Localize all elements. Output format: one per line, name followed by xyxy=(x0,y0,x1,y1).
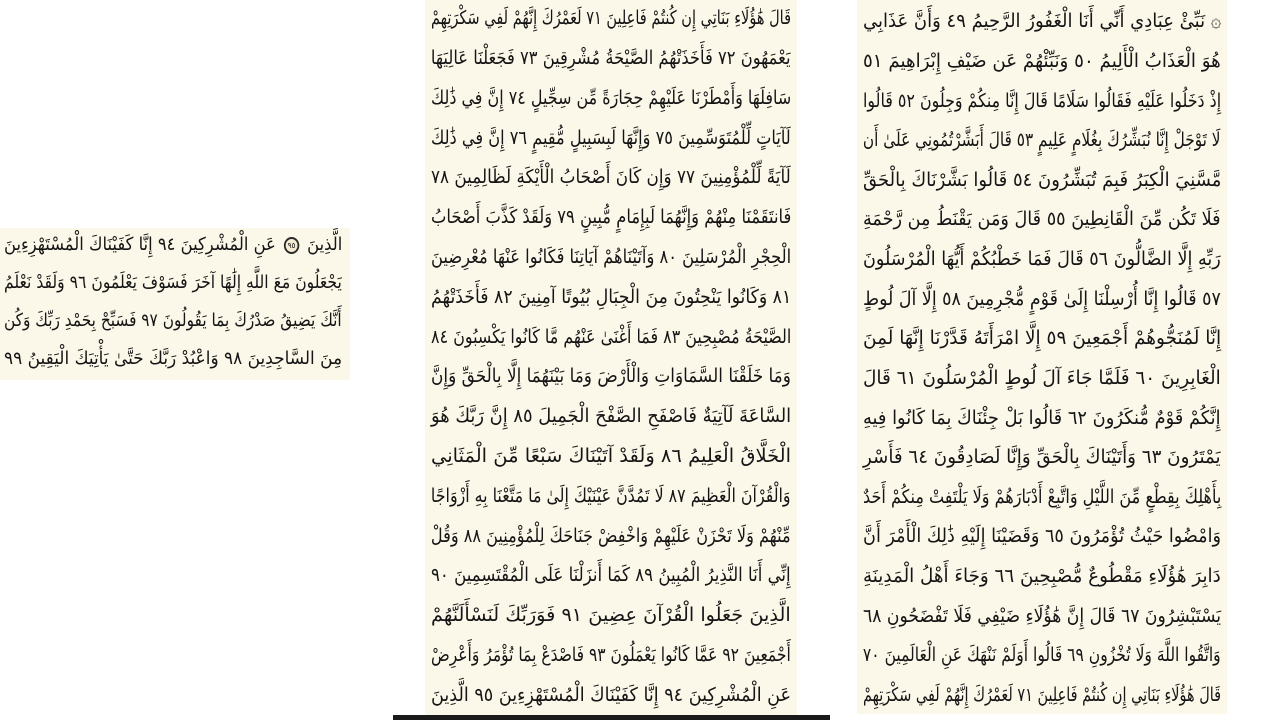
page-line: السَّاعَةَ لَآتِيَةٌ فَاصْفَحِ الصَّفْحَ الْجَمِيلَ ٨٥ إِنَّ رَبَّكَ هُوَ xyxy=(430,405,791,427)
page-line: يَسْتَبْشِرُونَ ٦٧ قَالَ إِنَّ هَٰؤُلَاءِ ضَيْفِي فَلَا تَفْضَحُونِ ٦٨ xyxy=(862,605,1221,627)
page-line: هُوَ الْعَذَابُ الْأَلِيمُ ٥٠ وَنَبِّئْهُمْ عَن ضَيْفِ إِبْرَاهِيمَ ٥١ xyxy=(863,50,1221,72)
line-text: عَنِ الْمُشْرِكِينَ ٩٤ إِنَّا كَفَيْنَاكَ الْمُسْتَهْزِءِينَ xyxy=(3,234,276,255)
page-line: قَالَ هَٰؤُلَاءِ بَنَاتِي إِن كُنتُمْ فَاعِلِينَ ٧١ لَعَمْرُكَ إِنَّهُمْ لَفِي سَكْرَتِهِمْ xyxy=(862,684,1221,706)
page-line: الصَّيْحَةُ مُصْبِحِينَ ٨٣ فَمَا أَغْنَىٰ عَنْهُم مَّا كَانُوا يَكْسِبُونَ ٨٤ xyxy=(430,326,791,348)
page-line: يَجْعَلُونَ مَعَ اللَّهِ إِلَٰهًا آخَرَ فَسَوْفَ يَعْلَمُونَ ٩٦ وَلَقَدْ نَعْلَمُ xyxy=(4,272,342,293)
page-line: ٨١ وَكَانُوا يَنْحِتُونَ مِنَ الْجِبَالِ بُيُوتًا آمِنِينَ ٨٢ فَأَخَذَتْهُمُ xyxy=(430,286,791,308)
page-line: فَانتَقَمْنَا مِنْهُمْ وَإِنَّهُمَا لَبِإِمَامٍ مُّبِينٍ ٧٩ وَلَقَدْ كَذَّبَ أَصْحَابُ xyxy=(430,206,791,228)
page-line: رَبِّهِ إِلَّا الضَّالُّونَ ٥٦ قَالَ فَمَا خَطْبُكُمْ أَيُّهَا الْمُرْسَلُونَ xyxy=(863,248,1221,270)
page-line: إِنَّكُمْ قَوْمٌ مُّنكَرُونَ ٦٢ قَالُوا بَلْ جِئْنَاكَ بِمَا كَانُوا فِيهِ xyxy=(863,407,1221,429)
page-line: سَافِلَهَا وَأَمْطَرْنَا عَلَيْهِمْ حِجَارَةً مِّن سِجِّيلٍ ٧٤ إِنَّ فِي ذَٰلِكَ xyxy=(430,87,791,109)
page-line: الْخَلَّاقُ الْعَلِيمُ ٨٦ وَلَقَدْ آتَيْنَاكَ سَبْعًا مِّنَ الْمَثَانِي xyxy=(430,445,791,467)
page-line: لَآيَةً لِّلْمُؤْمِنِينَ ٧٧ وَإِن كَانَ أَصْحَابُ الْأَيْكَةِ لَظَالِمِينَ ٧٨ xyxy=(431,166,791,188)
page-line: يَعْمَهُونَ ٧٢ فَأَخَذَتْهُمُ الصَّيْحَةُ مُشْرِقِينَ ٧٣ فَجَعَلْنَا عَالِيَهَا xyxy=(431,47,791,69)
page-line: مَّسَّنِيَ الْكِبَرُ فَبِمَ تُبَشِّرُونَ ٥٤ قَالُوا بَشَّرْنَاكَ بِالْحَقِّ xyxy=(862,169,1221,191)
page-line: إِذْ دَخَلُوا عَلَيْهِ فَقَالُوا سَلَامًا قَالَ إِنَّا مِنكُمْ وَجِلُونَ ٥٢ قَالُوا xyxy=(862,90,1221,112)
page-line: الَّذِينَ جَعَلُوا الْقُرْآنَ عِضِينَ ٩١ فَوَرَبِّكَ لَنَسْأَلَنَّهُمْ xyxy=(431,604,791,626)
page-line: مِّنْهُمْ وَلَا تَحْزَنْ عَلَيْهِمْ وَاخْفِضْ جَنَاحَكَ لِلْمُؤْمِنِينَ ٨٨ وَقُلْ xyxy=(431,525,791,547)
quran-page-left xyxy=(0,228,350,380)
quran-page-right xyxy=(857,0,1227,714)
page-line: عَنِ الْمُشْرِكِينَ ٩٤ إِنَّا كَفَيْنَاكَ الْمُسْتَهْزِءِينَ ٩٥ الَّذِينَ xyxy=(430,684,791,706)
page-line: دَابِرَ هَٰؤُلَاءِ مَقْطُوعٌ مُّصْبِحِينَ ٦٦ وَجَاءَ أَهْلُ الْمَدِينَةِ xyxy=(863,565,1221,587)
page-line: لَآيَاتٍ لِّلْمُتَوَسِّمِينَ ٧٥ وَإِنَّهَا لَبِسَبِيلٍ مُّقِيمٍ ٧٦ إِنَّ فِي ذَٰلِكَ xyxy=(431,127,791,149)
page-line: يَمْتَرُونَ ٦٣ وَأَتَيْنَاكَ بِالْحَقِّ وَإِنَّا لَصَادِقُونَ ٦٤ فَأَسْرِ xyxy=(863,446,1221,468)
page-line xyxy=(4,230,342,260)
video-seek-bar[interactable] xyxy=(393,715,830,720)
page-line: لَا تَوْجَلْ إِنَّا نُبَشِّرُكَ بِغُلَامٍ عَلِيمٍ ٥٣ قَالَ أَبَشَّرْتُمُونِي عَلَىٰ أَن xyxy=(863,129,1221,151)
page-line: قَالَ هَٰؤُلَاءِ بَنَاتِي إِن كُنتُمْ فَاعِلِينَ ٧١ لَعَمْرُكَ إِنَّهُمْ لَفِي سَكْرَتِهِمْ xyxy=(430,7,791,29)
page-line: أَنَّكَ يَضِيقُ صَدْرُكَ بِمَا يَقُولُونَ ٩٧ فَسَبِّحْ بِحَمْدِ رَبِّكَ وَكُن xyxy=(4,310,342,331)
page-line: ٥٧ قَالُوا إِنَّا أُرْسِلْنَا إِلَىٰ قَوْمٍ مُّجْرِمِينَ ٥٨ إِلَّا آلَ لُوطٍ xyxy=(863,288,1221,310)
page-line: أَجْمَعِينَ ٩٢ عَمَّا كَانُوا يَعْمَلُونَ ٩٣ فَاصْدَعْ بِمَا تُؤْمَرُ وَأَعْرِضْ xyxy=(431,644,791,666)
page-line: إِنَّا لَمُنَجُّوهُمْ أَجْمَعِينَ ٥٩ إِلَّا امْرَأَتَهُ قَدَّرْنَا إِنَّهَا لَمِنَ xyxy=(862,327,1221,349)
page-line: إِنِّي أَنَا النَّذِيرُ الْمُبِينُ ٨٩ كَمَا أَنزَلْنَا عَلَى الْمُقْتَسِمِينَ ٩٠ xyxy=(431,564,791,586)
page-line: مِنَ السَّاجِدِينَ ٩٨ وَاعْبُدْ رَبَّكَ حَتَّىٰ يَأْتِيَكَ الْيَقِينُ ٩٩ xyxy=(3,348,342,369)
page-line: ۞ نَبِّئْ عِبَادِي أَنِّي أَنَا الْغَفُورُ الرَّحِيمُ ٤٩ وَأَنَّ عَذَابِي xyxy=(862,10,1221,32)
page-line: فَلَا تَكُن مِّنَ الْقَانِطِينَ ٥٥ قَالَ وَمَن يَقْنَطُ مِن رَّحْمَةِ xyxy=(863,208,1221,230)
page-line: وَالْقُرْآنَ الْعَظِيمَ ٨٧ لَا تَمُدَّنَّ عَيْنَيْكَ إِلَىٰ مَا مَتَّعْنَا بِهِ أَزْوَاجًا xyxy=(431,485,791,507)
page-line: الْغَابِرِينَ ٦٠ فَلَمَّا جَاءَ آلَ لُوطٍ الْمُرْسَلُونَ ٦١ قَالَ xyxy=(863,367,1221,389)
page-line: وَمَا خَلَقْنَا السَّمَاوَاتِ وَالْأَرْضَ وَمَا بَيْنَهُمَا إِلَّا بِالْحَقِّ وَإِنَّ xyxy=(431,365,791,387)
page-line: وَامْضُوا حَيْثُ تُؤْمَرُونَ ٦٥ وَقَضَيْنَا إِلَيْهِ ذَٰلِكَ الْأَمْرَ أَنَّ xyxy=(863,525,1221,547)
page-line: بِأَهْلِكَ بِقِطْعٍ مِّنَ اللَّيْلِ وَاتَّبِعْ أَدْبَارَهُمْ وَلَا يَلْتَفِتْ مِنكُمْ أَحَدٌ xyxy=(862,486,1221,508)
line-text: الَّذِينَ xyxy=(306,234,342,255)
quran-page-center xyxy=(425,0,797,716)
ayah-number-marker: ٩٥ xyxy=(283,237,298,254)
page-line: الْحِجْرِ الْمُرْسَلِينَ ٨٠ وَآتَيْنَاهُمْ آيَاتِنَا فَكَانُوا عَنْهَا مُعْرِضِينَ xyxy=(430,246,791,268)
page-line: وَاتَّقُوا اللَّهَ وَلَا تُخْزُونِ ٦٩ قَالُوا أَوَلَمْ نَنْهَكَ عَنِ الْعَالَمِينَ ٧٠ xyxy=(863,644,1221,666)
